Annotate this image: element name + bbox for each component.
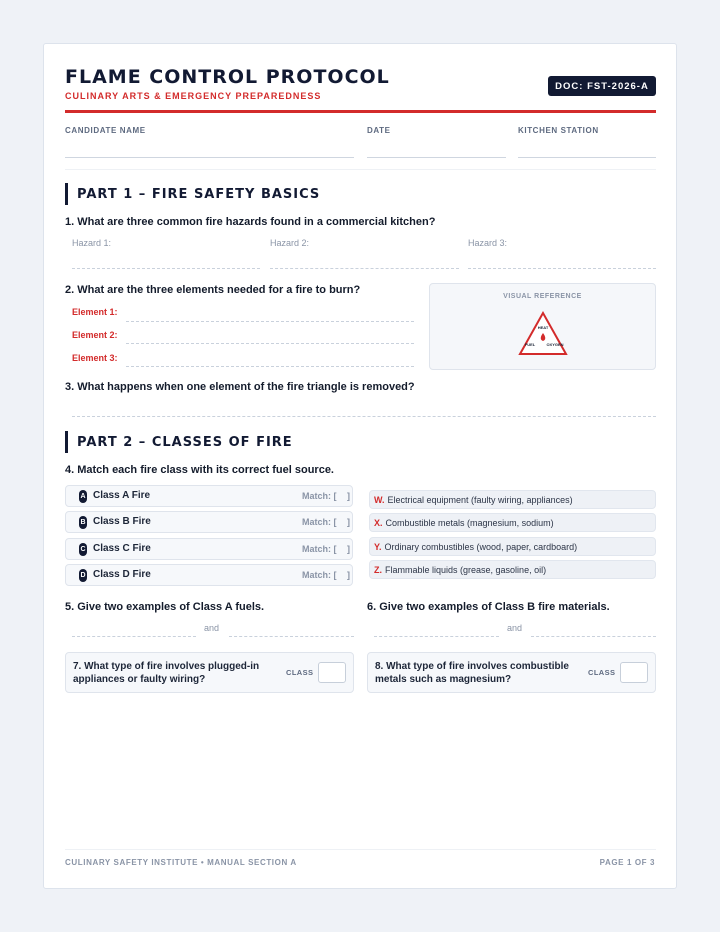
footer-page-number: PAGE 1 OF 3 — [599, 858, 655, 867]
question-3: 3. What happens when one element of the fire triangle is removed? — [65, 381, 415, 393]
fuel-option-y — [369, 537, 656, 556]
element-1-label: Element 1: — [72, 307, 118, 317]
class-d-match-input[interactable]: ] — [347, 570, 350, 580]
question-8-box — [367, 652, 656, 693]
question-7-class-input[interactable] — [318, 662, 346, 683]
question-5-answer-2[interactable] — [229, 636, 354, 637]
divider — [65, 169, 656, 170]
fuel-option-w — [369, 490, 656, 509]
date-label: DATE — [367, 126, 391, 135]
hazard-2-label: Hazard 2: — [270, 238, 310, 248]
footer-divider — [65, 849, 656, 850]
class-a-badge: A — [79, 490, 87, 503]
doc-id-badge: DOC: FST-2026-A — [548, 76, 656, 96]
fuel-option-z-letter: Z. — [374, 564, 382, 575]
date-field[interactable] — [367, 157, 506, 158]
class-c-badge: C — [79, 543, 87, 556]
question-5-answer-1[interactable] — [72, 636, 196, 637]
class-c-row — [65, 538, 353, 560]
class-a-name: Class A Fire — [93, 490, 151, 501]
hazard-3-label: Hazard 3: — [468, 238, 508, 248]
kitchen-station-label: KITCHEN STATION — [518, 126, 599, 135]
class-d-row — [65, 564, 353, 586]
element-3-answer-line[interactable] — [126, 366, 414, 367]
question-5: 5. Give two examples of Class A fuels. — [65, 601, 265, 613]
triangle-fuel-label: FUEL — [524, 342, 536, 347]
fuel-option-w-text: Electrical equipment (faulty wiring, appliances) — [387, 494, 573, 505]
fuel-option-z — [369, 560, 656, 579]
fire-triangle-diagram — [430, 284, 657, 371]
hazard-3-answer-line[interactable] — [468, 268, 656, 269]
question-8-class-label: CLASS — [588, 668, 616, 677]
class-c-match-input[interactable]: ] — [347, 544, 350, 554]
element-1-answer-line[interactable] — [126, 321, 414, 322]
header-divider — [65, 110, 656, 113]
fuel-option-y-letter: Y. — [374, 541, 382, 552]
class-d-badge: D — [79, 569, 87, 582]
fuel-option-x — [369, 513, 656, 532]
fuel-option-z-text: Flammable liquids (grease, gasoline, oil) — [385, 564, 547, 575]
question-2: 2. What are the three elements needed for a fire to burn? — [65, 284, 361, 296]
question-1: 1. What are three common fire hazards found in a commercial kitchen? — [65, 216, 436, 228]
class-a-match-input[interactable]: ] — [347, 491, 350, 501]
class-d-match-label: Match: [ — [302, 570, 337, 580]
fuel-option-x-letter: X. — [374, 517, 383, 528]
class-b-match-label: Match: [ — [302, 517, 337, 527]
class-c-name: Class C Fire — [93, 543, 151, 554]
question-7-box — [65, 652, 354, 693]
candidate-name-label: CANDIDATE NAME — [65, 126, 146, 135]
document-title: FLAME CONTROL PROTOCOL — [65, 66, 390, 88]
triangle-oxygen-label: OXYGEN — [546, 342, 564, 347]
part1-heading: PART 1 – FIRE SAFETY BASICS — [65, 183, 320, 205]
element-3-label: Element 3: — [72, 353, 118, 363]
question-4: 4. Match each fire class with its correct fuel source. — [65, 464, 334, 476]
fuel-option-w-letter: W. — [374, 494, 385, 505]
part2-heading: PART 2 – CLASSES OF FIRE — [65, 431, 293, 453]
question-3-answer-line[interactable] — [72, 416, 656, 417]
kitchen-station-field[interactable] — [518, 157, 656, 158]
hazard-1-answer-line[interactable] — [72, 268, 260, 269]
hazard-2-answer-line[interactable] — [270, 268, 459, 269]
class-a-row — [65, 485, 353, 507]
question-5-and: and — [204, 623, 220, 633]
class-c-match-label: Match: [ — [302, 544, 337, 554]
class-b-badge: B — [79, 516, 87, 529]
fuel-option-x-text: Combustible metals (magnesium, sodium) — [385, 517, 554, 528]
triangle-heat-label: HEAT — [537, 325, 549, 330]
document-subtitle: CULINARY ARTS & EMERGENCY PREPAREDNESS — [65, 91, 322, 101]
class-b-name: Class B Fire — [93, 516, 151, 527]
question-6: 6. Give two examples of Class B fire materials. — [367, 601, 610, 613]
class-b-row — [65, 511, 353, 533]
question-8: 8. What type of fire involves combustible metals such as magnesium? — [375, 661, 569, 685]
element-2-label: Element 2: — [72, 330, 118, 340]
question-7: 7. What type of fire involves plugged-in appliances or faulty wiring? — [73, 661, 260, 685]
question-7-class-label: CLASS — [286, 668, 314, 677]
question-6-answer-2[interactable] — [531, 636, 656, 637]
class-d-name: Class D Fire — [93, 569, 151, 580]
element-2-answer-line[interactable] — [126, 343, 414, 344]
visual-reference-label: VISUAL REFERENCE — [503, 293, 582, 300]
visual-reference-box — [429, 283, 656, 370]
class-a-match-label: Match: [ — [302, 491, 337, 501]
footer-left: CULINARY SAFETY INSTITUTE • MANUAL SECTION A — [65, 858, 297, 867]
question-6-and: and — [507, 623, 523, 633]
question-8-class-input[interactable] — [620, 662, 648, 683]
candidate-name-field[interactable] — [65, 157, 354, 158]
hazard-1-label: Hazard 1: — [72, 238, 112, 248]
worksheet-page — [43, 43, 677, 889]
class-b-match-input[interactable]: ] — [347, 517, 350, 527]
fuel-option-y-text: Ordinary combustibles (wood, paper, cardboard) — [384, 541, 578, 552]
question-6-answer-1[interactable] — [374, 636, 499, 637]
